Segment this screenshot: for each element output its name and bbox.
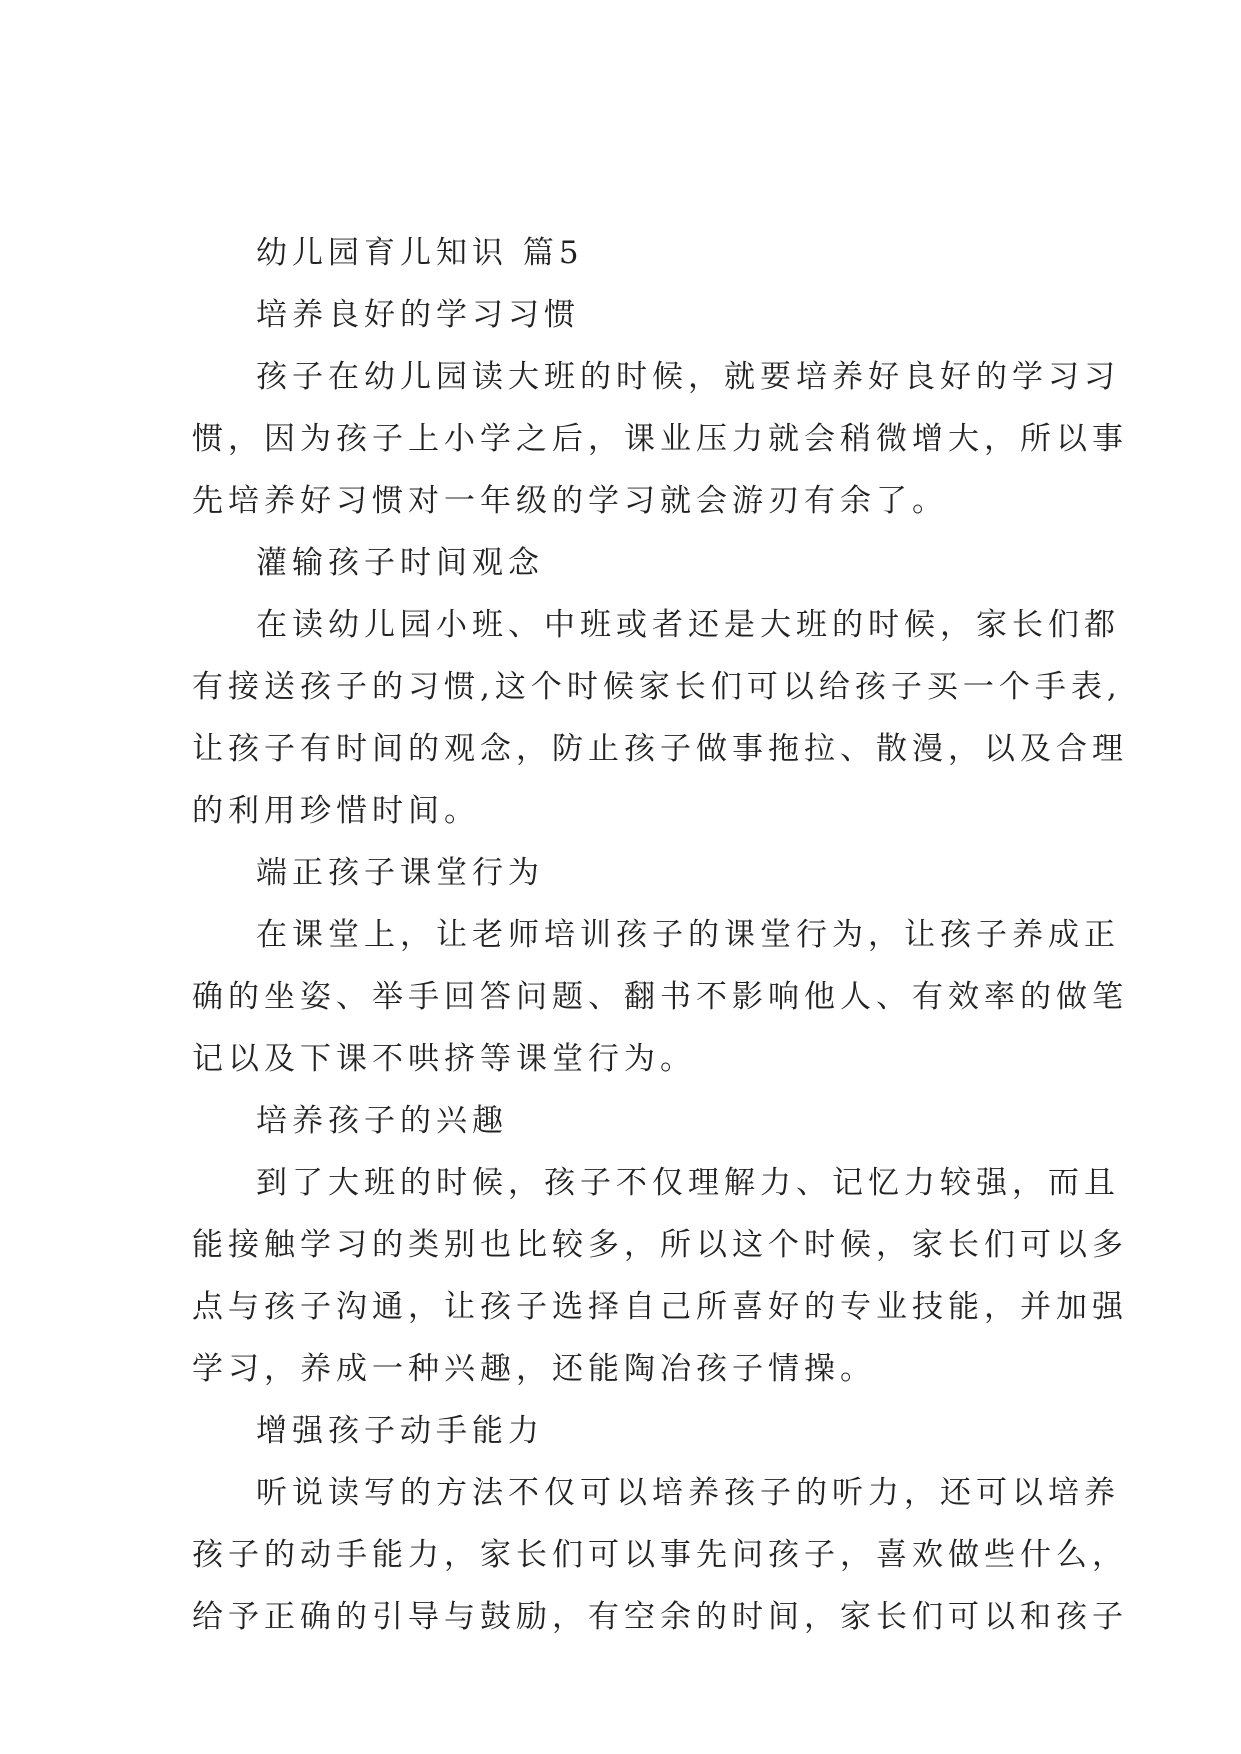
paragraph-line: 孩子在幼儿园读大班的时候，就要培养好良好的学习习 — [256, 359, 1120, 395]
paragraph-line: 在读幼儿园小班、中班或者还是大班的时候，家长们都 — [256, 607, 1120, 643]
section-title: 培养孩子的兴趣 — [256, 1103, 508, 1139]
paragraph-line: 能接触学习的类别也比较多，所以这个时候，家长们可以多 — [192, 1227, 1128, 1263]
paragraph-line: 学习，养成一种兴趣，还能陶冶孩子情操。 — [192, 1351, 876, 1387]
paragraph-line: 给予正确的引导与鼓励，有空余的时间，家长们可以和孩子 — [192, 1599, 1128, 1635]
paragraph-line: 记以及下课不哄挤等课堂行为。 — [192, 1041, 696, 1077]
paragraph-line: 有接送孩子的习惯,这个时候家长们可以给孩子买一个手表, — [192, 669, 1122, 705]
section-title: 灌输孩子时间观念 — [256, 545, 544, 581]
paragraph-line: 的利用珍惜时间。 — [192, 793, 480, 829]
section-title: 端正孩子课堂行为 — [256, 855, 544, 891]
paragraph-line: 确的坐姿、举手回答问题、翻书不影响他人、有效率的做笔 — [192, 979, 1128, 1015]
paragraph-line: 孩子的动手能力，家长们可以事先问孩子，喜欢做些什么， — [192, 1537, 1128, 1573]
paragraph-line: 听说读写的方法不仅可以培养孩子的听力，还可以培养 — [256, 1475, 1120, 1511]
section-title: 培养良好的学习习惯 — [256, 297, 580, 333]
paragraph-line: 点与孩子沟通，让孩子选择自己所喜好的专业技能，并加强 — [192, 1289, 1128, 1325]
paragraph-line: 在课堂上，让老师培训孩子的课堂行为，让孩子养成正 — [256, 917, 1120, 953]
paragraph-line: 到了大班的时候，孩子不仅理解力、记忆力较强，而且 — [256, 1165, 1120, 1201]
paragraph-line: 让孩子有时间的观念，防止孩子做事拖拉、散漫，以及合理 — [192, 731, 1128, 767]
section-title: 增强孩子动手能力 — [256, 1413, 544, 1449]
document-heading: 幼儿园育儿知识 篇5 — [256, 235, 584, 271]
document-body — [192, 222, 1128, 1648]
paragraph-line: 惯，因为孩子上小学之后，课业压力就会稍微增大，所以事 — [192, 421, 1128, 457]
paragraph-line: 先培养好习惯对一年级的学习就会游刃有余了。 — [192, 483, 948, 519]
